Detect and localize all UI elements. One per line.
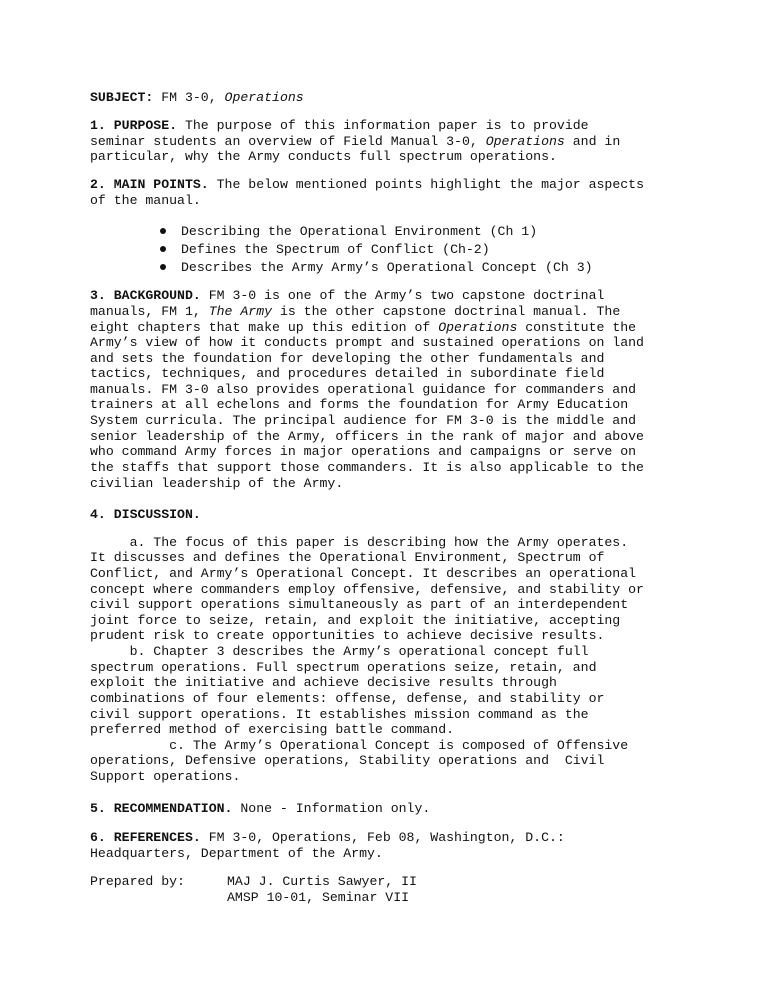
purpose-text: seminar students an overview of Field Manual 3-0,: [90, 134, 486, 149]
prepared-by-label: Prepared by:: [90, 874, 185, 889]
background-text: eight chapters that make up this edition of: [90, 320, 439, 335]
discussion-line: combinations of four elements: offense, defense, and stability or: [90, 691, 605, 706]
prepared-by-name: MAJ J. Curtis Sawyer, II: [227, 874, 417, 889]
references-heading: 6. REFERENCES.: [90, 830, 201, 845]
discussion-line: operations, Defensive operations, Stability operations and Civil: [90, 753, 605, 768]
discussion-line: exploit the initiative and achieve decisive results through: [90, 675, 557, 690]
discussion-line: Support operations.: [90, 769, 241, 784]
background-line-1: [90, 288, 604, 304]
background-heading: 3. BACKGROUND.: [90, 288, 201, 303]
background-text: manuals, FM 1,: [90, 304, 209, 319]
discussion-line: Conflict, and Army’s Operational Concept. It describes an operational: [90, 566, 637, 581]
references-text: FM 3-0, Operations, Feb 08, Washington, D.C.:: [200, 830, 565, 845]
background-line-10: senior leadership of the Army, officers in the rank of major and above: [90, 429, 644, 444]
main-points-line-1: [90, 177, 644, 193]
background-text: FM 3-0 is one of the Army’s two capstone doctrinal: [200, 288, 605, 303]
prepared-by-unit: AMSP 10-01, Seminar VII: [227, 890, 410, 905]
background-italic: The Army: [208, 304, 273, 319]
background-line-6: tactics, techniques, and procedures detailed in subordinate field: [90, 366, 605, 381]
background-line-7: manuals. FM 3-0 also provides operational guidance for commanders and: [90, 382, 637, 397]
purpose-text: and in: [564, 134, 621, 149]
background-line-13: civilian leadership of the Army.: [90, 476, 344, 491]
main-points-bullets: [158, 223, 593, 278]
discussion-line: b. Chapter 3 describes the Army’s operational concept full: [90, 644, 589, 659]
recommendation-text: None - Information only.: [232, 801, 431, 816]
main-points-text: The below mentioned points highlight the major aspects: [208, 177, 644, 192]
bullet-item: [158, 241, 593, 259]
main-points-heading: 2. MAIN POINTS.: [90, 177, 209, 192]
background-line-2: [90, 304, 620, 320]
recommendation-line: [90, 801, 430, 817]
discussion-line: a. The focus of this paper is describing how the Army operates.: [90, 535, 629, 550]
bullet-item: [158, 259, 593, 277]
bullet-icon: [160, 228, 166, 234]
discussion-line: preferred method of exercising battle command.: [90, 722, 455, 737]
purpose-heading: 1. PURPOSE.: [90, 118, 178, 133]
references-line-2: Headquarters, Department of the Army.: [90, 846, 383, 861]
background-line-5: and sets the foundation for developing the other fundamentals and: [90, 351, 605, 366]
purpose-text: The purpose of this information paper is to provide: [177, 118, 589, 133]
bullet-icon: [160, 246, 166, 252]
bullet-item: [158, 223, 593, 241]
bullet-text: Defines the Spectrum of Conflict (Ch-2): [181, 242, 490, 258]
recommendation-heading: 5. RECOMMENDATION.: [90, 801, 233, 816]
main-points-line-2: of the manual.: [90, 193, 201, 208]
references-line-1: [90, 830, 565, 846]
subject-title: Operations: [224, 90, 304, 105]
discussion-heading: 4. DISCUSSION.: [90, 507, 201, 522]
discussion-line: prudent risk to create opportunities to achieve decisive results.: [90, 628, 605, 643]
discussion-line: civil support operations simultaneously as part of an interdependent: [90, 597, 629, 612]
discussion-line: spectrum operations. Full spectrum operations seize, retain, and: [90, 660, 597, 675]
subject-text: FM 3-0,: [161, 90, 225, 105]
bullet-icon: [160, 264, 166, 270]
bullet-text: Describing the Operational Environment (Ch 1): [181, 224, 538, 239]
discussion-line: joint force to seize, retain, and exploit the initiative, accepting: [90, 613, 621, 628]
background-line-3: [90, 320, 636, 336]
purpose-italic: Operations: [485, 134, 565, 149]
background-line-4: Army’s view of how it conducts prompt and sustained operations on land: [90, 335, 644, 350]
background-line-12: the staffs that support those commanders. It is also applicable to the: [90, 460, 644, 475]
purpose-line-1: [90, 118, 589, 134]
background-line-9: System curricula. The principal audience for FM 3-0 is the middle and: [90, 413, 637, 428]
subject-label: SUBJECT:: [90, 90, 154, 105]
discussion-line: concept where commanders employ offensive, defensive, and stability or: [90, 582, 644, 597]
background-italic: Operations: [438, 320, 518, 335]
bullet-text: Describes the Army Army’s Operational Concept (Ch 3): [181, 260, 593, 276]
discussion-line: It discusses and defines the Operational Environment, Spectrum of: [90, 550, 605, 565]
discussion-line: c. The Army’s Operational Concept is composed of Offensive: [90, 738, 629, 753]
background-text: is the other capstone doctrinal manual. The: [272, 304, 621, 319]
subject-line: [90, 90, 304, 106]
purpose-line-3: particular, why the Army conducts full spectrum operations.: [90, 149, 557, 164]
purpose-line-2: [90, 134, 620, 150]
background-line-8: trainers at all echelons and forms the foundation for Army Education: [90, 397, 629, 412]
background-text: constitute the: [517, 320, 637, 335]
background-line-11: who command Army forces in major operations and campaigns or serve on: [90, 444, 637, 459]
discussion-line: civil support operations. It establishes mission command as the: [90, 707, 589, 722]
